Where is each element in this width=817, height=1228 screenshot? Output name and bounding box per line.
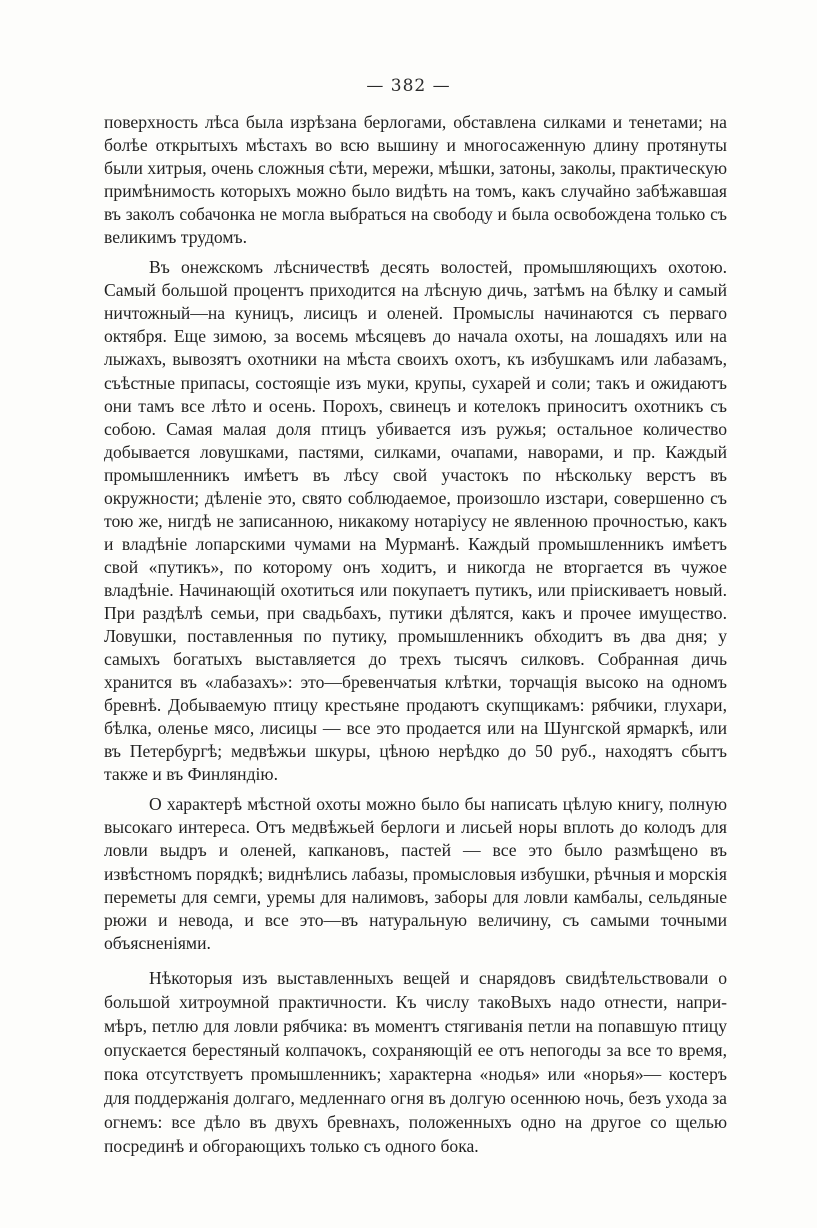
paragraph-4: Нѣкоторыя изъ выставленныхъ вещей и снарядовъ свидѣтельствовали о большой хитроумной практичности. Къ числу такоВыхъ надо отнести, напримѣръ, петлю для ловли рябчика: въ моментъ стягиванія петли на попавшую птицу опускается берестяный колпачокъ, сохраняющій ее отъ непогоды за все то время, пока отсутствуетъ промышленникъ; характерна «нодья» или «норья»— костеръ для поддержанія долгаго, медленнаго огня въ долгую осеннюю ночь, безъ ухода за огнемъ: все дѣло въ двухъ бревнахъ, положенныхъ одно на другое со щелью посрединѣ и обгорающихъ только съ одного бока. <box>104 967 727 1157</box>
body-text <box>104 111 727 1158</box>
paragraph-1: поверхность лѣса была изрѣзана берлогами, обставлена силками и тенетами; на болѣе открытыхъ мѣстахъ во всю вышину и многосаженную длину протянуты были хитрыя, очень сложныя сѣти, мережи, мѣшки, затоны, заколы, практическую примѣнимость которыхъ можно было видѣть на томъ, какъ случайно забѣжавшая въ заколъ собачонка не могла выбраться на свободу и была освобождена только съ великимъ трудомъ. <box>104 112 727 248</box>
page-number: — 382 — <box>366 76 451 96</box>
paragraph-3: О характерѣ мѣстной охоты можно было бы написать цѣлую книгу, полную высокаго интереса. Отъ медвѣжьей берлоги и лисьей норы вплоть до колодъ для ловли выдръ и оленей, капкановъ, пастей — все это было размѣщено въ извѣстномъ порядкѣ; виднѣлись лабазы, промысловыя избушки, рѣчныя и морскія переметы для семги, уремы для налимовъ, заборы для ловли камбалы, сельдяные рюжи и невода, и все это—въ натуральную величину, съ самыми точными объясненіями. <box>104 794 727 953</box>
paragraph-2: Въ онежскомъ лѣсничествѣ десять волостей, промышляющихъ охотою. Самый большой процентъ приходится на лѣсную дичь, затѣмъ на бѣлку и самый ничтожный—на куницъ, лисицъ и оленей. Промыслы начинаются съ перваго октября. Еще зимою, за восемь мѣсяцевъ до начала охоты, на лошадяхъ или на лыжахъ, вывозятъ охотники на мѣста своихъ охотъ, къ избушкамъ или лабазамъ, съѣстные припасы, состоящіе изъ муки, крупы, сухарей и соли; такъ и ожидаютъ они тамъ все лѣто и осень. Порохъ, свинецъ и котелокъ приноситъ охотникъ съ собою. Самая малая доля птицъ убивается изъ ружья; остальное количество добывается ловушками, пастями, силками, очапами, наворами, и пр. Каждый промышленникъ имѣетъ въ лѣсу свой участокъ по нѣскольку верстъ въ окружности; дѣленіе это, свято соблюдаемое, произошло изстари, совершенно съ тою же, нигдѣ не записанною, никакому нотаріусу не явленною прочностью, какъ и владѣніе лопарскими чумами на Мурманѣ. Каждый промышленникъ имѣетъ свой «путикъ», по которому онъ ходитъ, и никогда не вторгается въ чужое владѣніе. Начинающій охотиться или покупаетъ путикъ, или пріискиваетъ новый. При раздѣлѣ семьи, при свадьбахъ, путики дѣлятся, какъ и прочее имущество. Ловушки, поставленныя по путику, промышленникъ обходитъ въ два дня; у самыхъ богатыхъ выставляется до трехъ тысячъ силковъ. Собранная дичь хранится въ «лабазахъ»: это—бревенчатыя клѣтки, торчащія высоко на одномъ бревнѣ. Добываемую птицу крестьяне продаютъ скупщикамъ: рябчики, глухари, бѣлка, оленье мясо, лисицы — все это продается или на Шунгской ярмаркѣ, или въ Петербургѣ; медвѣжьи шкуры, цѣною нерѣдко до 50 руб., находятъ сбытъ также и въ Финляндію. <box>104 257 727 785</box>
